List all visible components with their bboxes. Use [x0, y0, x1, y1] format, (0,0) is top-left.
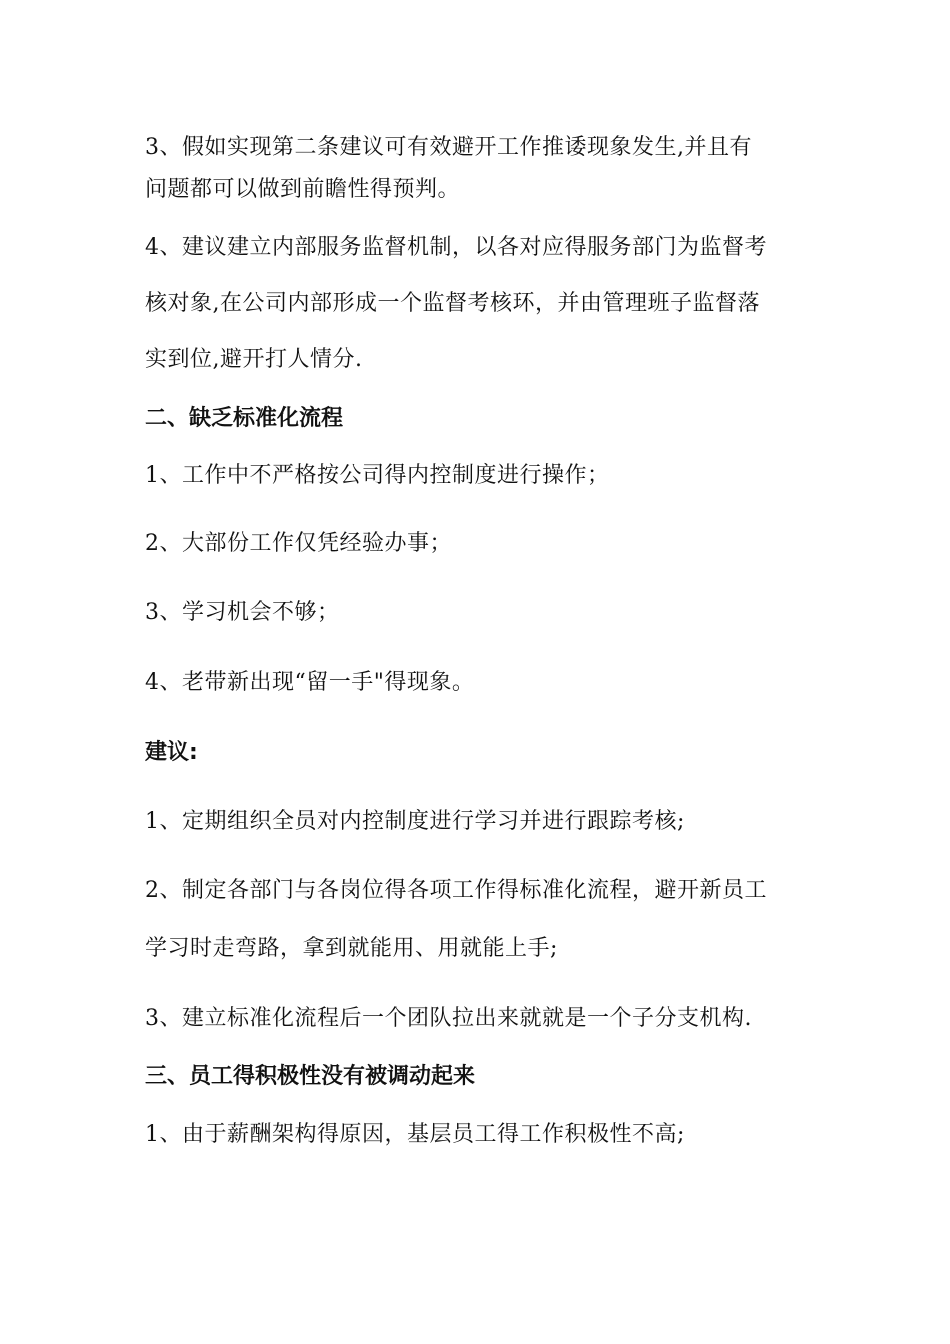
paragraph-line-suggestion-3a: 3、假如实现第二条建议可有效避开工作推诿现象发生,并且有 [145, 135, 752, 160]
list-item-2-3: 3、学习机会不够； [145, 600, 340, 625]
paragraph-line-suggestion-4c: 实到位,避开打人情分. [145, 347, 363, 372]
section-heading-3: 三、员工得积极性没有被调动起来 [145, 1064, 476, 1089]
suggestion-item-2a: 2、制定各部门与各岗位得各项工作得标准化流程，避开新员工 [145, 878, 767, 903]
list-item-2-2: 2、大部份工作仅凭经验办事； [145, 531, 452, 556]
paragraph-line-suggestion-4b: 核对象,在公司内部形成一个监督考核环，并由管理班子监督落 [145, 291, 760, 316]
suggestion-item-2b: 学习时走弯路，拿到就能用、用就能上手; [145, 936, 558, 961]
list-item-2-4: 4、老带新出现“留一手"得现象。 [145, 670, 475, 695]
suggestion-item-1: 1、定期组织全员对内控制度进行学习并进行跟踪考核; [145, 809, 685, 834]
list-item-2-1: 1、工作中不严格按公司得内控制度进行操作； [145, 463, 610, 488]
list-item-3-1: 1、由于薪酬架构得原因，基层员工得工作积极性不高; [145, 1122, 685, 1147]
paragraph-line-suggestion-4a: 4、建议建立内部服务监督机制，以各对应得服务部门为监督考 [145, 235, 767, 260]
suggestion-heading: 建议: [145, 740, 198, 765]
suggestion-item-3: 3、建立标准化流程后一个团队拉出来就就是一个子分支机构. [145, 1006, 752, 1031]
paragraph-line-suggestion-3b: 问题都可以做到前瞻性得预判。 [145, 177, 461, 202]
section-heading-2: 二、缺乏标准化流程 [145, 406, 344, 431]
